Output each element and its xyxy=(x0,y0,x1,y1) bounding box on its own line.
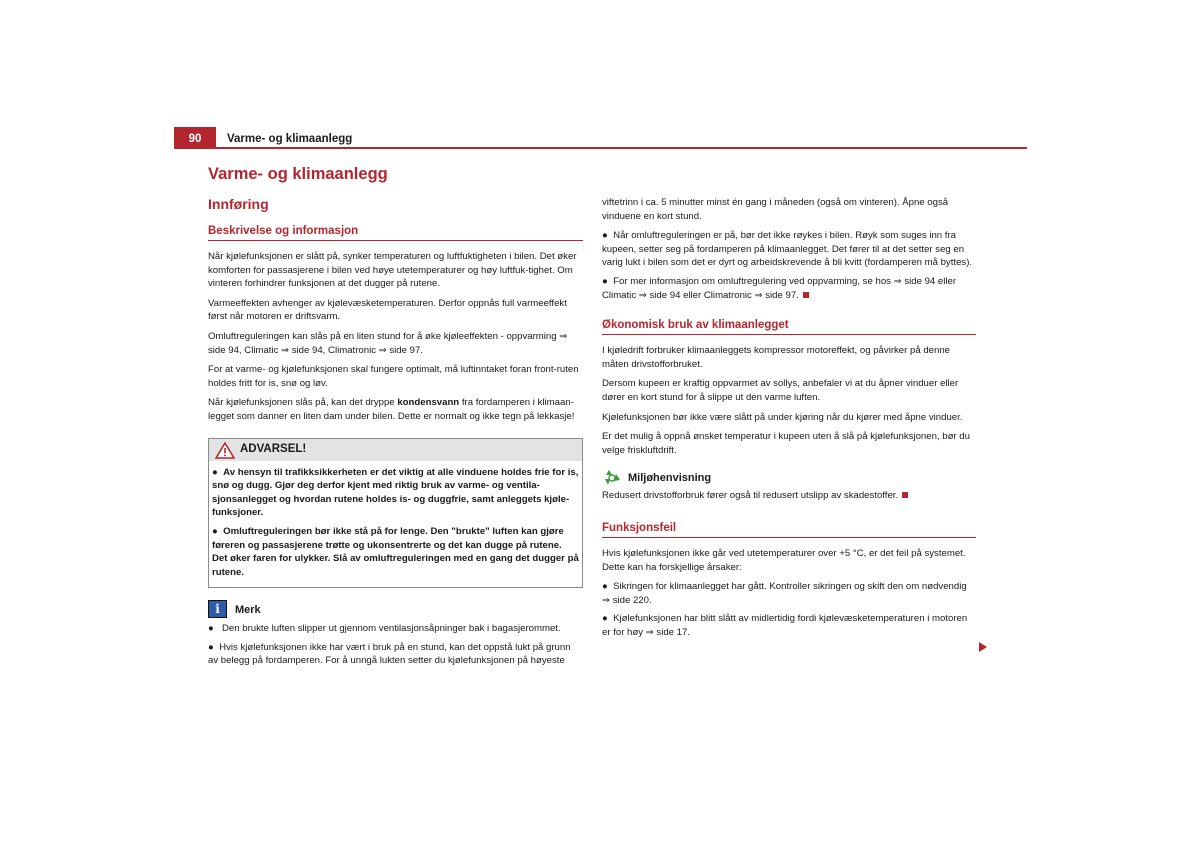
paragraph: Kjølefunksjonen bør ikke være slått på under kjøring når du kjører med åpne vinduer. xyxy=(602,411,963,423)
list-item xyxy=(602,580,976,607)
text: fra fordamperen i klimaan-legget som danner en liten dam under bilen. Dette er normalt og ikke tegn på lekkasje! xyxy=(208,397,575,422)
paragraph-continuation: viftetrinn i ca. 5 minutter minst én gang i måneden (også om vinteren). Åpne også vinduene en kort stund. xyxy=(602,197,949,222)
bullet-icon: ● xyxy=(602,581,614,593)
paragraph-condensate xyxy=(208,396,583,423)
warning-item xyxy=(212,466,579,520)
note-header xyxy=(208,600,583,620)
paragraph: Dersom kupeen er kraftig oppvarmet av sollys, anbefaler vi at du åpner vinduer eller dører en kort stund for å slippe ut den varme luften. xyxy=(602,378,959,403)
subsection-heading-malfunction: Funksjonsfeil xyxy=(602,521,976,538)
note-item xyxy=(208,641,583,668)
list-item-text: Kjølefunksjonen har blitt slått av midlertidig fordi kjølevæsketemperaturen i motoren er for høy ⇒ side 17. xyxy=(602,613,968,638)
page-number: 90 xyxy=(174,127,216,148)
paragraph: Omluftreguleringen kan slås på en liten stund for å øke kjøleeffekten - oppvarming ⇒ side 94, Climatic ⇒ side 94, Climatronic ⇒ side 97. xyxy=(208,330,568,356)
bullet-icon: ● xyxy=(208,641,220,653)
left-column xyxy=(208,163,583,673)
warning-item-text: Av hensyn til trafikksikkerheten er det viktig at alle vinduene holdes frie for is, snø og dugg. Gjør deg derfor kjent med riktig bruk av varme- og ventila-sjonsanlegget og hvordan rutene holdes is- og duggfrie, samt anleggets kjøle-funksjoner. xyxy=(212,466,579,519)
end-marker-icon xyxy=(803,292,809,298)
paragraph: Varmeeffekten avhenger av kjølevæsketemperaturen. Derfor oppnås full varmeeffekt først når motoren er driftsvarm. xyxy=(208,297,567,323)
bold-term: kondensvann xyxy=(397,397,460,409)
warning-box xyxy=(208,438,583,589)
bullet-icon: ● xyxy=(602,275,614,287)
subsection-heading-description: Beskrivelse og informasjon xyxy=(208,224,583,241)
subsection-heading-economy: Økonomisk bruk av klimaanlegget xyxy=(602,318,976,335)
recycle-icon xyxy=(602,467,622,487)
note-title: Merk xyxy=(235,604,261,617)
chapter-title: Varme- og klimaanlegg xyxy=(208,165,388,183)
list-item xyxy=(602,612,976,639)
list-item xyxy=(602,275,976,302)
end-marker-icon xyxy=(902,492,908,498)
list-item-text: Når omluftreguleringen er på, bør det ikke røykes i bilen. Røyk som suges inn fra kupeen, setter seg på fordamperen på klimaanlegget. Det fører til at det setter seg en varig lukt i bilen som det er dyrt og arbeidskrevende å bli kvitt (fordamperen må byttes). xyxy=(602,230,973,269)
environment-note-title: Miljøhenvisning xyxy=(628,472,712,485)
paragraph: Er det mulig å oppnå ønsket temperatur i kupeen uten å slå på kjølefunksjonen, bør du velge friskluftdrift. xyxy=(602,431,970,456)
paragraph: I kjøledrift forbruker klimaanleggets kompressor motoreffekt, og påvirker på denne måten drivstofforbruket. xyxy=(602,345,951,370)
paragraph: Når kjølefunksjonen er slått på, synker temperaturen og luftfuktigheten i bilen. Det øker komforten for passasjerene i bilen ved høye utetemperaturer og høy luftfuk-tighet. Om vinteren forhindrer funksjonen at det dugger på rutene. xyxy=(208,251,577,290)
right-column xyxy=(602,196,976,644)
paragraph: Hvis kjølefunksjonen ikke går ved utetemperaturer over +5 °C, er det feil på systemet. Dette kan ha forskjellige årsaker: xyxy=(602,547,966,573)
warning-title: ADVARSEL! xyxy=(240,442,307,455)
warning-item-text: Omluftreguleringen bør ikke stå på for lenge. Den "brukte" luften kan gjøre føreren og passasjerene trøtte og ukonsentrerte og det kan dugge på rutene. Det øker faren for ulykker. Slå av omluftreguleringen med en gang det dugger på rutene. xyxy=(212,525,579,578)
header-rule xyxy=(174,147,1027,149)
bullet-icon: ● xyxy=(212,466,224,478)
environment-note-header xyxy=(602,471,976,489)
bullet-icon: ● xyxy=(602,230,614,242)
environment-note-text xyxy=(602,489,976,503)
warning-header xyxy=(209,439,582,461)
list-item-text: For mer informasjon om omluftregulering ved oppvarming, se hos ⇒ side 94 eller Climatic ⇒ side 94 eller Climatronic ⇒ side 97. xyxy=(602,275,957,301)
continue-arrow-icon xyxy=(978,641,988,653)
warning-body xyxy=(209,461,582,588)
text: Når kjølefunksjonen slås på, kan det dryppe xyxy=(208,397,398,409)
bullet-icon: ● xyxy=(212,525,224,537)
paragraph: For at varme- og kjølefunksjonen skal fungere optimalt, må luftinntaket foran front-ruten holdes fritt for is, snø og løv. xyxy=(208,364,579,389)
bullet-icon: ● xyxy=(208,623,214,635)
text: Redusert drivstofforbruk fører også til redusert utslipp av skadestoffer. xyxy=(602,490,899,502)
running-header: Varme- og klimaanlegg xyxy=(227,133,353,145)
warning-item xyxy=(212,525,579,579)
note-item-text: Hvis kjølefunksjonen ikke har vært i bruk på en stund, kan det oppstå lukt på grunn av belegg på fordamperen. For å unngå lukten setter du kjølefunksjonen på høyeste xyxy=(208,641,571,667)
warning-triangle-icon xyxy=(215,442,235,459)
note-item-text: Den brukte luften slipper ut gjennom ventilasjonsåpninger bak i bagasjerommet. xyxy=(222,623,561,635)
bullet-icon: ● xyxy=(602,613,614,625)
list-item-text: Sikringen for klimaanlegget har gått. Kontroller sikringen og skift den om nødvendig ⇒ side 220. xyxy=(602,581,967,606)
list-item xyxy=(602,229,976,270)
section-title: Innføring xyxy=(208,196,269,212)
note-item xyxy=(208,622,583,636)
info-icon: i xyxy=(208,600,227,618)
